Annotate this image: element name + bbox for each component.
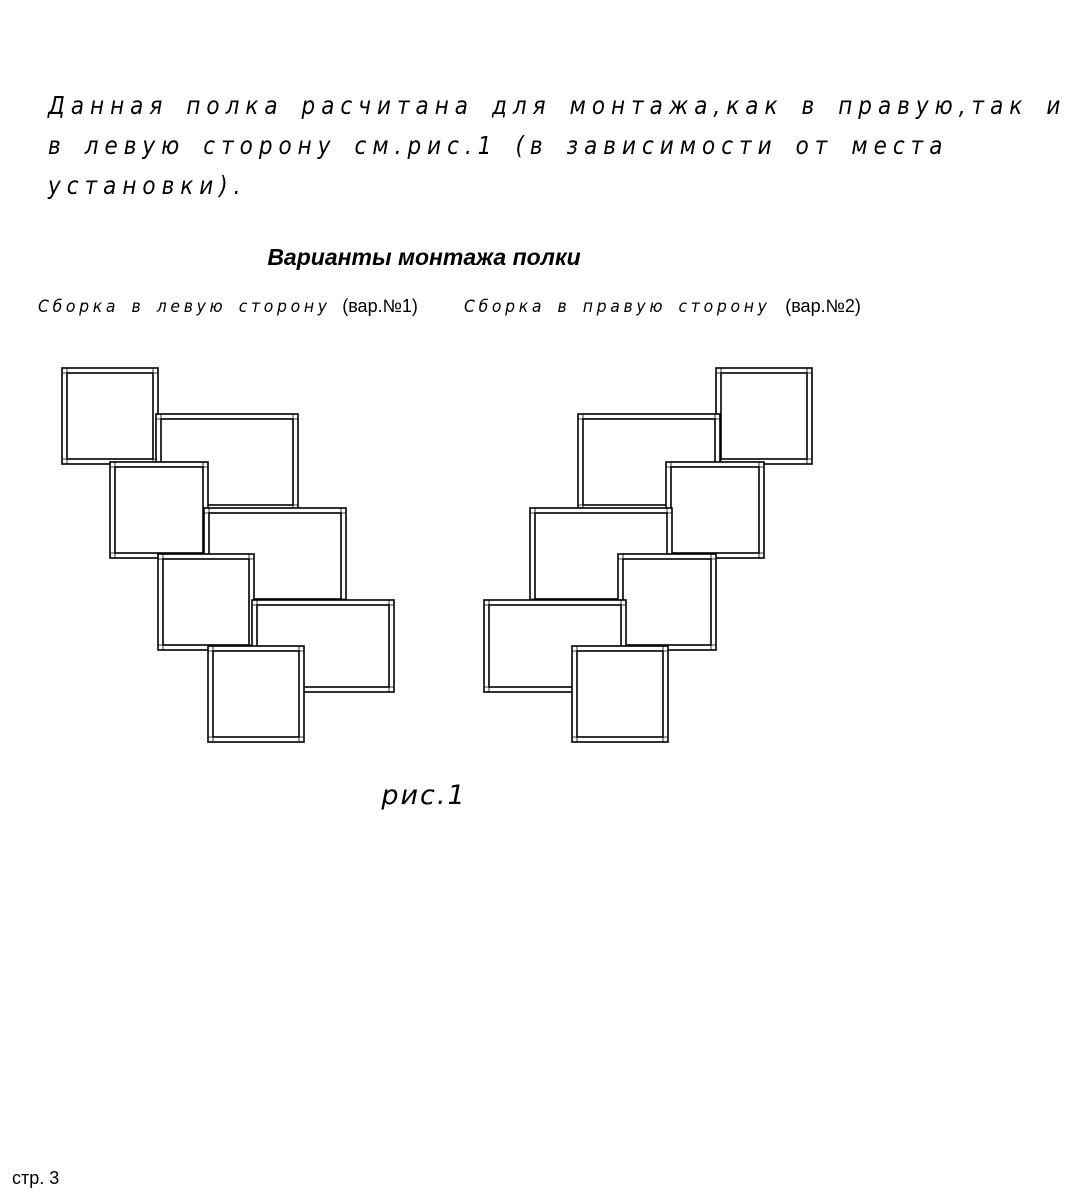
shelf-box <box>208 646 304 742</box>
shelf-box-outer-edge <box>572 646 668 742</box>
shelf-box-outer-edge <box>158 554 254 650</box>
left-assembly-drawing <box>62 368 394 742</box>
shelf-box-outer-edge <box>618 554 716 650</box>
intro-line-2: в левую сторону см.рис.1 (в зависимости от места <box>48 131 949 160</box>
shelf-box <box>62 368 158 464</box>
shelf-box <box>618 554 716 650</box>
figure-label: рис.1 <box>381 780 467 811</box>
section-heading: Варианты монтажа полки <box>267 244 581 270</box>
shelf-box-outer-edge <box>62 368 158 464</box>
shelf-box <box>572 646 668 742</box>
shelf-box-outer-edge <box>666 462 764 558</box>
right-variant-number: (вар.№2) <box>785 296 861 316</box>
left-variant-number: (вар.№1) <box>342 296 418 316</box>
right-assembly-drawing <box>484 368 812 742</box>
left-variant-description: Сборка в левую сторону <box>38 297 331 317</box>
shelf-box-outer-edge <box>208 646 304 742</box>
page-number: стр. 3 <box>12 1168 60 1188</box>
shelf-box <box>716 368 812 464</box>
shelf-box <box>666 462 764 558</box>
shelf-box <box>110 462 208 558</box>
intro-line-1: Данная полка расчитана для монтажа,как в правую,так и <box>48 91 1066 120</box>
right-variant-description: Сборка в правую сторону <box>464 297 771 317</box>
shelf-box <box>158 554 254 650</box>
shelf-box-outer-edge <box>716 368 812 464</box>
intro-line-3: установки). <box>48 171 247 200</box>
shelf-box-outer-edge <box>110 462 208 558</box>
